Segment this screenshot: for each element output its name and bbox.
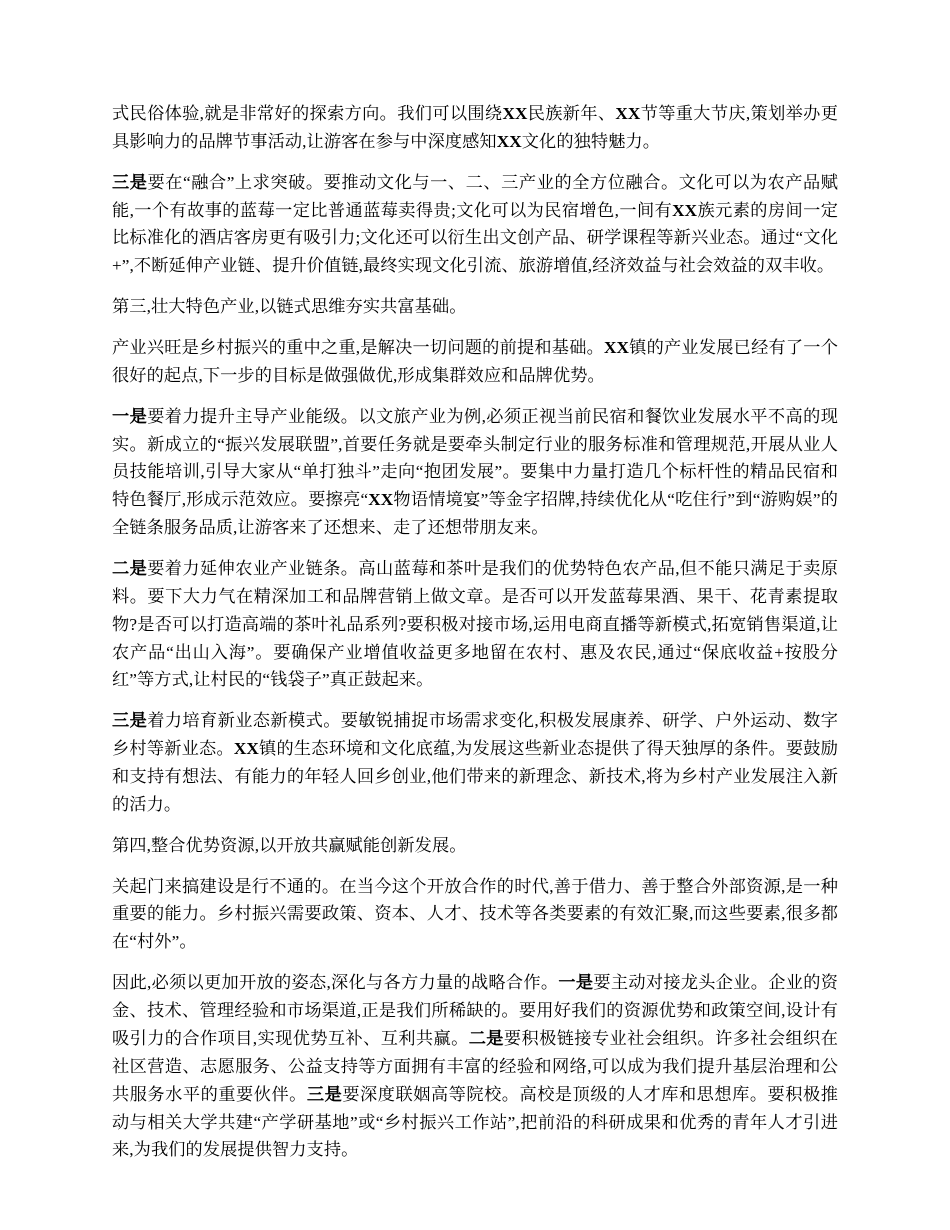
text-run: 着力培育新业态新模式。要敏锐捕捉市场需求变化,积极发展康养、研学、户外运动、数字乡村等新业态。 <box>112 711 838 759</box>
text-run: 族元素的房间一定比标准化的酒店客房更有吸引力;文化还可以衍生出文创产品、研学课程等新兴业态。通过“文化+”,不断延伸产业链、提升价值链,最终实现文化引流、旅游增值,经济效益与社会效益的双丰收。 <box>112 200 838 276</box>
paragraph <box>112 403 838 542</box>
text-run-bold: 二是 <box>468 1028 504 1048</box>
text-run-bold: XX <box>368 490 394 510</box>
text-run: 物语情境宴”等金字招牌,持续优化从“吃住行”到“游购娱”的全链条服务品质,让游客来了还想来、走了还想带朋友来。 <box>112 490 839 538</box>
text-run: 要着力提升主导产业能级。以文旅产业为例,必须正视当前民宿和餐饮业发展水平不高的现实。新成立的“振兴发展联盟”,首要任务就是要牵头制定行业的服务标准和管理规范,开展从业人员技能培训,引导大家从“单打独斗”走向“抱团发展”。要集中力量打造几个标杆性的精品民宿和特色餐厅,形成示范效应。要擦亮“ <box>112 406 838 510</box>
text-run-bold: XX <box>615 104 641 123</box>
text-run-bold: XX <box>604 338 630 358</box>
document-body <box>112 100 838 1164</box>
text-run: 第三,壮大特色产业,以链式思维夯实共富基础。 <box>112 297 467 317</box>
paragraph <box>112 873 838 957</box>
text-run: 产业兴旺是乡村振兴的重中之重,是解决一切问题的前提和基础。 <box>112 338 605 358</box>
paragraph <box>112 100 838 156</box>
text-run: 关起门来搞建设是行不通的。在当今这个开放合作的时代,善于借力、善于整合外部资源,是一种重要的能力。乡村振兴需要政策、资本、人才、技术等各类要素的有效汇聚,而这些要素,很多都在“村外”。 <box>112 876 838 952</box>
text-run: 民族新年、 <box>527 104 616 123</box>
text-run: 因此,必须以更加开放的姿态,深化与各方力量的战略合作。 <box>112 973 559 993</box>
text-run-bold: 二是 <box>112 559 148 579</box>
text-run: 镇的生态环境和文化底蕴,为发展这些新业态提供了得天独厚的条件。要鼓励和支持有想法、有能力的年轻人回乡创业,他们带来的新理念、新技术,将为乡村产业发展注入新的活力。 <box>112 739 839 814</box>
text-run-bold: 三是 <box>112 172 148 192</box>
text-run-bold: XX <box>496 131 522 151</box>
text-run-bold: 三是 <box>112 711 148 731</box>
text-run: 节等重大节庆,策划举办更具影响力的品牌节事活动,让游客在参与中深度感知 <box>112 104 838 151</box>
text-run-bold: 一是 <box>112 406 148 426</box>
paragraph <box>112 169 838 280</box>
text-run: 要积极链接专业社会组织。许多社会组织在社区营造、志愿服务、公益支持等方面拥有丰富的经验和网络,可以成为我们提升基层治理和公共服务水平的重要伙伴。 <box>112 1028 838 1104</box>
text-run-bold: 一是 <box>558 973 594 993</box>
paragraph <box>112 832 838 860</box>
text-run-bold: XX <box>233 739 259 759</box>
text-run: 式民俗体验,就是非常好的探索方向。我们可以围绕 <box>112 104 503 123</box>
text-run: 要在“融合”上求突破。要推动文化与一、二、三产业的全方位融合。文化可以为农产品赋能,一个有故事的蓝莓一定比普通蓝莓卖得贵;文化可以为民宿增色,一间有 <box>112 172 839 220</box>
text-run-bold: XX <box>672 200 698 220</box>
text-run-bold: XX <box>502 104 528 123</box>
paragraph <box>112 969 838 1164</box>
text-run: 要深度联姻高等院校。高校是顶级的人才库和思想库。要积极推动与相关大学共建“产学研基地”或“乡村振兴工作站”,把前沿的科研成果和优秀的青年人才引进来,为我们的发展提供智力支持。 <box>112 1084 838 1160</box>
paragraph <box>112 334 838 390</box>
paragraph <box>112 707 838 818</box>
paragraph <box>112 555 838 694</box>
text-run-bold: 三是 <box>306 1084 343 1104</box>
text-run: 镇的产业发展已经有了一个很好的起点,下一步的目标是做强做优,形成集群效应和品牌优势。 <box>112 338 838 385</box>
text-run: 第四,整合优势资源,以开放共赢赋能创新发展。 <box>112 835 467 855</box>
text-run: 要主动对接龙头企业。企业的资金、技术、管理经验和市场渠道,正是我们所稀缺的。要用好我们的资源优势和政策空间,设计有吸引力的合作项目,实现优势互补、互利共赢。 <box>112 973 839 1048</box>
text-run: 要着力延伸农业产业链条。高山蓝莓和茶叶是我们的优势特色农产品,但不能只满足于卖原料。要下大力气在精深加工和品牌营销上做文章。是否可以开发蓝莓果酒、果干、花青素提取物?是否可以打造高端的茶叶礼品系列?要积极对接市场,运用电商直播等新模式,拓宽销售渠道,让农产品“出山入海”。要确保产业增值收益更多地留在农村、惠及农民,通过“保底收益+按股分红”等方式,让村民的“钱袋子”真正鼓起来。 <box>112 559 838 690</box>
text-run: 文化的独特魅力。 <box>521 131 661 151</box>
paragraph <box>112 293 838 321</box>
